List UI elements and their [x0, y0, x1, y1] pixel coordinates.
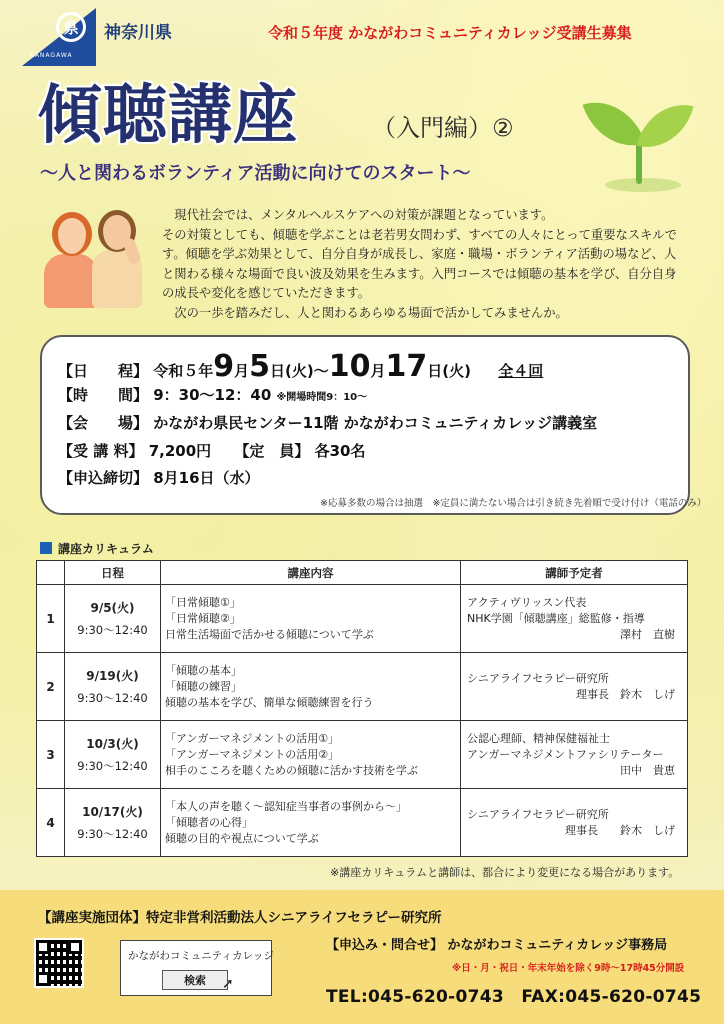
session-instructor [461, 585, 688, 653]
session-number: 4 [37, 789, 65, 857]
logo-text: KANAGAWA [30, 52, 73, 59]
session-day: 10/17(火) [82, 804, 143, 819]
organizer: 【講座実施団体】特定非営利活動法人シニアライフセラピー研究所 [38, 910, 442, 926]
prefecture-emblem-icon: 県 [56, 12, 86, 42]
intro-paragraph-2: その対策としても、傾聴を学ぶことは老若男女問わず、すべての人々にとって重要なスキルです。傾聴を学ぶ効果として、自分自身が成長し、家庭・職場・ボランティア活動の場など、人と関わる様々な場面で良い波及効果を生みます。入門コースでは傾聴の基本を学び、自分自身の成長や変化を感じていただきます。 [162, 227, 677, 301]
session-content [161, 721, 461, 789]
instructor-title: アクティヴリッスン代表 [467, 595, 587, 609]
person-illustration-woman [44, 254, 98, 308]
course-title-suffix: （入門編）② [372, 114, 514, 142]
end-weekday: 日(火) [427, 362, 471, 380]
instructor-name: 澤村 直樹 [620, 627, 675, 641]
sprout-ground [605, 178, 681, 192]
header-instructor: 講師予定者 [461, 561, 688, 585]
curriculum-title: 講座カリキュラム [58, 542, 154, 556]
session-instructor [461, 789, 688, 857]
table-row [37, 721, 688, 789]
schedule-prefix: 令和５年 [153, 362, 214, 380]
session-day: 9/5(火) [90, 600, 135, 615]
session-day: 9/19(火) [86, 668, 139, 683]
time-row [58, 384, 367, 405]
session-number: 3 [37, 721, 65, 789]
time-value: 9：30〜12：40 [153, 386, 272, 404]
recruitment-heading: 令和５年度 かながわコミュニティカレッジ受講生募集 [268, 24, 632, 42]
header-no [37, 561, 65, 585]
intro-text [162, 206, 682, 324]
time-note: ※開場時間9：10〜 [276, 392, 368, 403]
content-line: 「日常傾聴②」 [165, 611, 241, 625]
content-line: 「アンガーマネジメントの活用②」 [165, 747, 340, 761]
schedule-label: 【日 程】 [58, 362, 149, 380]
session-date [65, 721, 161, 789]
session-date [65, 789, 161, 857]
deadline-label: 【申込締切】 [58, 469, 149, 487]
fee-value: 7,200円 [148, 442, 212, 460]
fee-label: 【受 講 料】 [58, 442, 144, 460]
venue-label: 【会 場】 [58, 414, 149, 432]
capacity-value: 各30名 [314, 442, 366, 460]
venue-row [58, 412, 597, 433]
application-note: ※応募多数の場合は抽選 ※定員に満たない場合は引き続き先着順で受け付け（電話のみ） [320, 498, 707, 509]
session-instructor [461, 721, 688, 789]
instructor-name: 理事長 鈴木 しげ [576, 687, 675, 701]
content-line: 「傾聴の練習」 [165, 679, 242, 693]
instructor-name: 田中 貴恵 [620, 763, 675, 777]
phone-fax: TEL:045-620-0743 FAX:045-620-0745 [326, 987, 702, 1007]
content-line: 相手のこころを聴くための傾聴に活かす技術を学ぶ [165, 763, 418, 777]
contact-heading: 【申込み・問合せ】 かながわコミュニティカレッジ事務局 [326, 938, 668, 953]
course-subtitle: 〜人と関わるボランティア活動に向けてのスタート〜 [40, 163, 471, 184]
search-keyword: かながわコミュニティカレッジ [128, 950, 274, 962]
qr-finder-icon [36, 972, 50, 986]
instructor-title: NHK学園「傾聴講座」総監修・指導 [467, 611, 645, 625]
instructor-title: 公認心理師、精神保健福祉士 [467, 731, 610, 745]
session-date [65, 585, 161, 653]
session-content [161, 653, 461, 721]
session-time: 9:30〜12:40 [77, 690, 148, 705]
instructor-title: シニアライフセラピー研究所 [467, 807, 609, 821]
search-button[interactable]: 検索 [162, 970, 228, 990]
table-header-row [37, 561, 688, 585]
table-row [37, 653, 688, 721]
content-line: 「アンガーマネジメントの活用①」 [165, 731, 340, 745]
instructor-name: 理事長 鈴木 しげ [565, 823, 675, 837]
table-row [37, 585, 688, 653]
content-line: 「日常傾聴①」 [165, 595, 241, 609]
session-date [65, 653, 161, 721]
start-month: 9 [213, 349, 235, 384]
session-time: 9:30〜12:40 [77, 826, 148, 841]
sprout-leaf-right [636, 95, 693, 157]
qr-finder-icon [68, 940, 82, 954]
time-label: 【時 間】 [58, 386, 149, 404]
content-line: 「本人の声を聴く〜認知症当事者の事例から〜」 [165, 799, 407, 813]
session-number: 1 [37, 585, 65, 653]
intro-paragraph-3: 次の一歩を踏みだし、人と関わるあらゆる場面で活かしてみませんか。 [174, 305, 568, 320]
start-day: 5 [249, 349, 271, 384]
curriculum-table [36, 560, 688, 857]
session-number: 2 [37, 653, 65, 721]
end-day: 17 [385, 349, 428, 384]
person-head-woman [52, 212, 92, 256]
deadline-value: 8月16日（水） [153, 469, 260, 487]
deadline-row [58, 467, 260, 488]
content-line: 傾聴の基本を学び、簡単な傾聴練習を行う [165, 695, 374, 709]
qr-finder-icon [36, 940, 50, 954]
session-count: 全４回 [498, 362, 544, 380]
fee-row [58, 440, 366, 461]
header-date: 日程 [65, 561, 161, 585]
course-title: 傾聴講座 [38, 78, 298, 153]
section-marker-icon [40, 542, 52, 554]
schedule-row [58, 349, 543, 384]
curriculum-note: ※講座カリキュラムと講師は、都合により変更になる場合があります。 [330, 866, 680, 879]
session-instructor [461, 653, 688, 721]
header-content: 講座内容 [161, 561, 461, 585]
session-time: 9:30〜12:40 [77, 622, 148, 637]
session-day: 10/3(火) [86, 736, 139, 751]
content-line: 傾聴の目的や視点について学ぶ [165, 831, 319, 845]
end-month-unit: 月 [370, 362, 386, 380]
session-time: 9:30〜12:40 [77, 758, 148, 773]
content-line: 「傾聴者の心得」 [165, 815, 253, 829]
venue-value: かながわ県民センター11階 かながわコミュニティカレッジ講義室 [153, 414, 598, 432]
instructor-title: シニアライフセラピー研究所 [467, 671, 609, 685]
start-month-unit: 月 [234, 362, 250, 380]
table-row [37, 789, 688, 857]
intro-paragraph-1: 現代社会では、メンタルヘルスケアへの対策が課題となっています。 [174, 208, 554, 222]
end-month: 10 [328, 349, 371, 384]
instructor-title: アンガーマネジメントファシリテーター [467, 747, 664, 761]
content-line: 日常生活場面で活かせる傾聴について学ぶ [165, 627, 374, 641]
session-content [161, 789, 461, 857]
office-hours: ※日・月・祝日・年末年始を除く9時〜17時45分開設 [452, 963, 685, 974]
start-weekday: 日(火)〜 [270, 362, 329, 380]
capacity-label: 【定 員】 [234, 442, 310, 460]
session-content [161, 585, 461, 653]
content-line: 「傾聴の基本」 [165, 663, 242, 677]
prefecture-name: 神奈川県 [104, 23, 172, 43]
cursor-icon: ➚ [222, 976, 234, 992]
